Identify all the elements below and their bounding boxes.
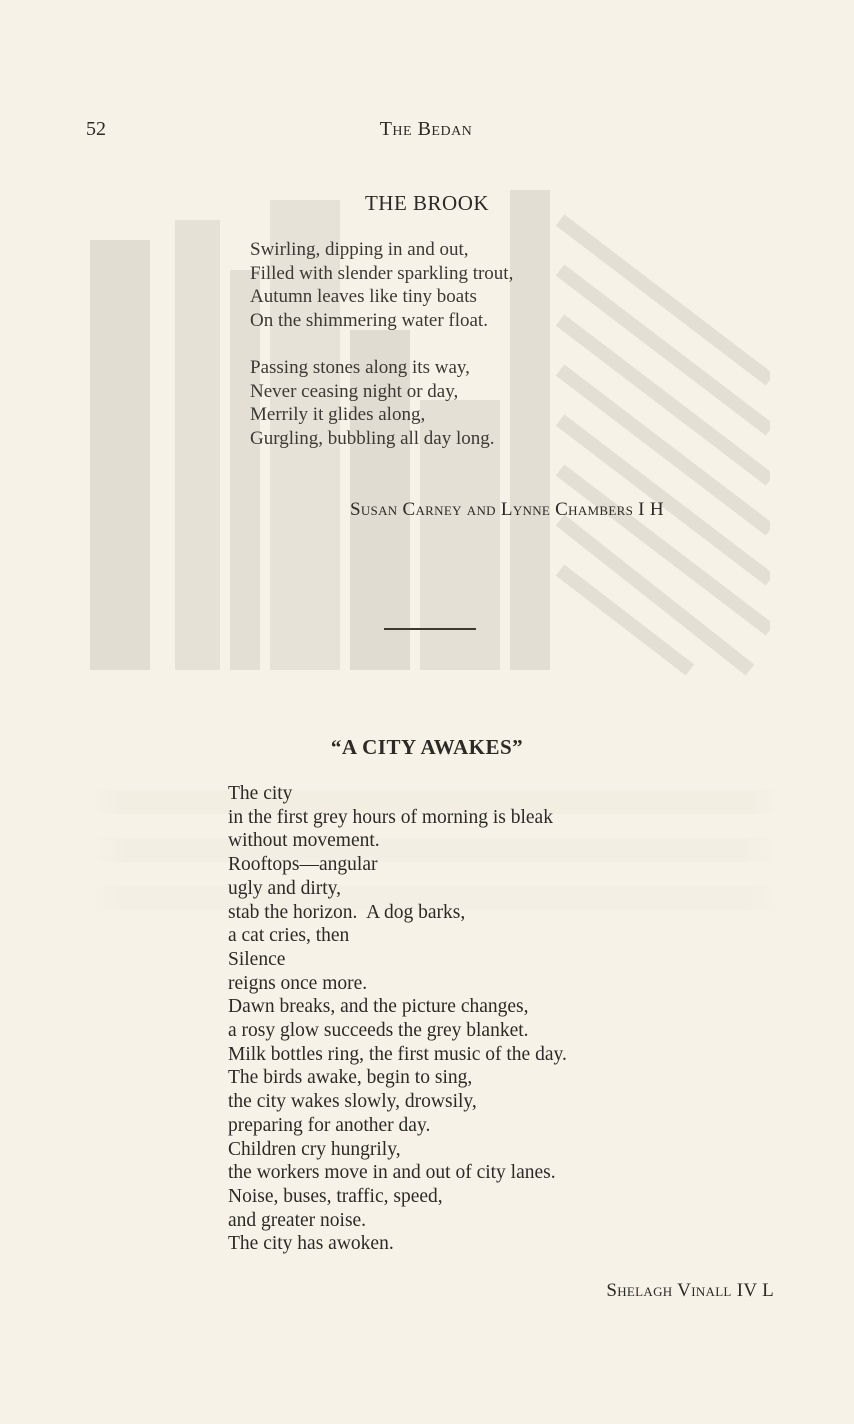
poem-line: preparing for another day. xyxy=(228,1114,431,1136)
poem-line: Passing stones along its way, xyxy=(250,356,470,378)
poem-line: Swirling, dipping in and out, xyxy=(250,239,469,260)
poem-line: without movement. xyxy=(228,830,380,852)
poem-line: the city wakes slowly, drowsily, xyxy=(228,1091,477,1113)
poem-line: ugly and dirty, xyxy=(228,877,342,899)
poem-line: The birds awake, begin to sing, xyxy=(228,1067,473,1089)
author-credit-brook: Susan Carney and Lynne Chambers I H xyxy=(350,499,664,520)
poem-line: Filled with slender sparkling trout, xyxy=(250,262,514,284)
poem-line: On the shimmering water float. xyxy=(250,309,488,331)
poem-title-brook: THE BROOK xyxy=(364,191,490,215)
page-header xyxy=(86,118,766,148)
poem-line: Gurgling, bubbling all day long. xyxy=(250,427,495,449)
poem-title-city: “A CITY AWAKES” xyxy=(330,735,524,759)
poem-line: and greater noise. xyxy=(228,1209,367,1231)
poem-line: Children cry hungrily, xyxy=(228,1138,401,1160)
author-credit-city: Shelagh Vinall IV L xyxy=(606,1280,774,1301)
poem-line: Milk bottles ring, the first music of the day. xyxy=(228,1043,567,1065)
poem-line: stab the horizon. A dog barks, xyxy=(228,901,466,923)
page-number: 52 xyxy=(86,118,106,140)
poem-body-city xyxy=(228,782,567,1256)
poem-line: in the first grey hours of morning is bleak xyxy=(228,806,553,828)
section-divider xyxy=(384,628,476,630)
poem-line: Silence xyxy=(228,948,286,970)
poem-line: the workers move in and out of city lanes. xyxy=(228,1162,556,1184)
stanza xyxy=(250,356,513,450)
poem-line: Autumn leaves like tiny boats xyxy=(250,286,477,308)
poem-line: reigns once more. xyxy=(228,972,368,994)
poem-line: Never ceasing night or day, xyxy=(250,380,459,402)
poem-line: Noise, buses, traffic, speed, xyxy=(228,1185,443,1207)
poem-line: a rosy glow succeeds the grey blanket. xyxy=(228,1020,529,1042)
poem-line: a cat cries, then xyxy=(228,925,350,947)
poem-line: Rooftops—angular xyxy=(228,854,378,876)
poem-line: The city has awoken. xyxy=(228,1233,394,1255)
poem-body-brook xyxy=(250,238,513,474)
poem-line: The city xyxy=(228,783,293,804)
poem-line: Dawn breaks, and the picture changes, xyxy=(228,996,529,1018)
stanza xyxy=(250,238,513,332)
poem-line: Merrily it glides along, xyxy=(250,404,426,426)
running-title: The Bedan xyxy=(379,118,473,140)
